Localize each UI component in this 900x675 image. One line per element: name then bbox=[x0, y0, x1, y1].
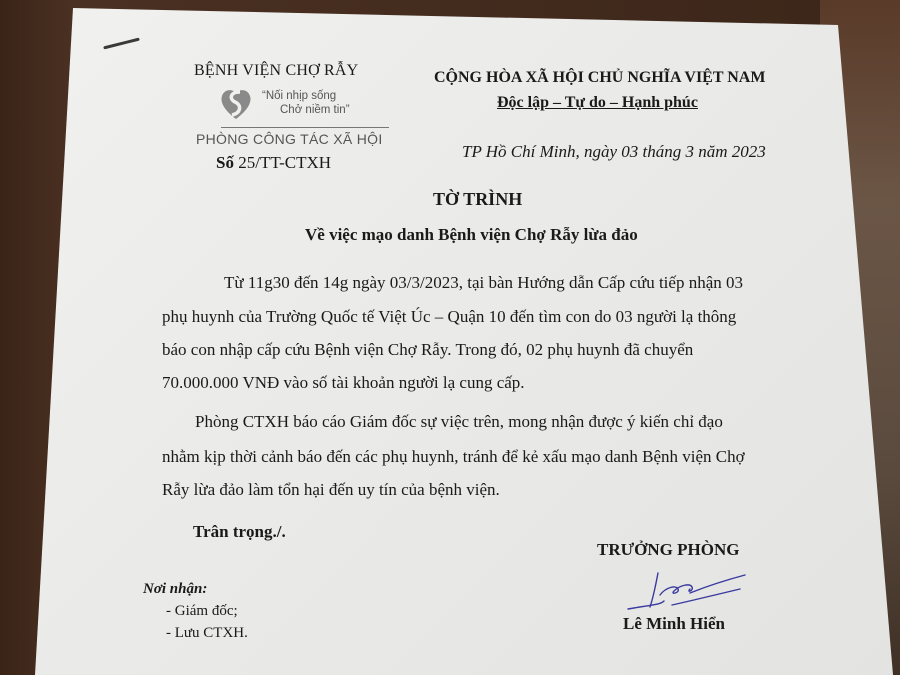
national-motto: Độc lập – Tự do – Hạnh phúc bbox=[497, 94, 698, 111]
paragraph-1-line-1: Từ 11g30 đến 14g ngày 03/3/2023, tại bàn Hướng dẫn Cấp cứu tiếp nhận 03 bbox=[224, 273, 743, 292]
document-number bbox=[216, 153, 331, 173]
recipients-label: Nơi nhận: bbox=[143, 581, 208, 597]
document-number-label: Số bbox=[216, 153, 234, 172]
handwritten-signature-icon bbox=[620, 565, 750, 615]
logo-divider bbox=[221, 127, 389, 128]
chorray-hospital-logo-icon bbox=[218, 86, 254, 122]
signer-role: TRƯỞNG PHÒNG bbox=[597, 540, 740, 559]
republic-header: CỘNG HÒA XÃ HỘI CHỦ NGHĨA VIỆT NAM bbox=[434, 69, 766, 86]
paragraph-1-line-3: báo con nhập cấp cứu Bệnh viện Chợ Rẫy. Trong đó, 02 phụ huynh đã chuyển bbox=[162, 340, 694, 359]
recipient-item: - Giám đốc; bbox=[166, 603, 238, 619]
slogan-line-1: “Nối nhịp sống bbox=[262, 90, 337, 102]
slogan-line-2: Chở niềm tin” bbox=[280, 104, 350, 116]
paragraph-2-line-2: nhằm kịp thời cảnh báo đến các phụ huynh, tránh để kẻ xấu mạo danh Bệnh viện Chợ bbox=[162, 447, 745, 466]
hospital-name: BỆNH VIỆN CHỢ RẪY bbox=[194, 62, 359, 79]
closing-phrase: Trân trọng./. bbox=[193, 522, 286, 541]
paragraph-2-line-1: Phòng CTXH báo cáo Giám đốc sự việc trên, mong nhận được ý kiến chỉ đạo bbox=[195, 412, 723, 431]
paragraph-1-line-4: 70.000.000 VNĐ vào số tài khoản người lạ cung cấp. bbox=[162, 373, 525, 392]
paragraph-2-line-3: Rẫy lừa đảo làm tổn hại đến uy tín của bệnh viện. bbox=[162, 480, 500, 499]
department-name: PHÒNG CÔNG TÁC XÃ HỘI bbox=[196, 131, 383, 147]
document-title: TỜ TRÌNH bbox=[433, 189, 523, 209]
document-number-value: 25/TT-CTXH bbox=[238, 153, 332, 172]
hospital-slogan bbox=[262, 89, 350, 117]
paragraph-1-line-2: phụ huynh của Trường Quốc tế Việt Úc – Quận 10 đến tìm con do 03 người lạ thông bbox=[162, 307, 737, 326]
signer-name: Lê Minh Hiển bbox=[623, 614, 726, 633]
dateline: TP Hồ Chí Minh, ngày 03 tháng 3 năm 2023 bbox=[462, 142, 766, 161]
recipient-item: - Lưu CTXH. bbox=[166, 625, 248, 641]
document-subtitle: Về việc mạo danh Bệnh viện Chợ Rẫy lừa đảo bbox=[305, 225, 638, 244]
